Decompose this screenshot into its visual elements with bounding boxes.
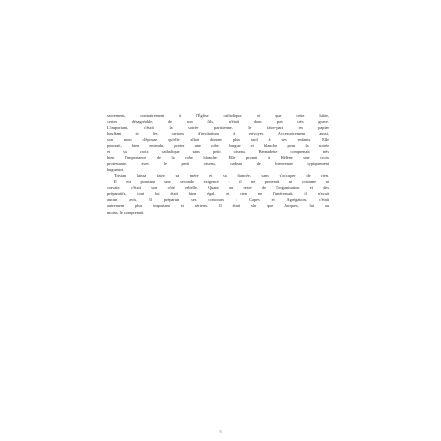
paragraph-1 — [107, 113, 329, 173]
text-line: protestante, avec le petit oiseau, cadeau de bienvenue typiquement — [107, 161, 329, 167]
text-line: autrement plus important et sérieux. Il était sûr que Jacques, lui au — [107, 203, 329, 209]
body-text — [107, 113, 329, 216]
text-line: L'important, c'était la soirée parisienne, le faire-part en papier — [107, 125, 329, 131]
text-line: sacrement, contrairement à l'Église catholique, et que cette lubie, — [107, 113, 329, 118]
text-line: son nom d'épouse qu'elle allait donner plus tard à ses enfants. Elle — [107, 137, 329, 143]
text-line: bien l'importance de la robe blanche. Elle promit à Hélène une croix — [107, 155, 329, 161]
text-line: certes désagréable, de son fils, n'était donc pas très grave. — [107, 119, 329, 125]
text-line: cravate, c'était son côté rebelle. Quant au reste de l'organisation et des — [107, 185, 329, 191]
text-line: Tristan laissa faire sa mère et sa fiancée, sans s'occuper de rien. — [114, 173, 329, 179]
text-line: Il est pourtant une seconde exigence : il ne porterait ni costume ni — [114, 179, 329, 185]
text-line: huguenot. — [107, 167, 125, 173]
paragraph-2 — [107, 173, 329, 215]
text-line: et sa croix catholique sans petit oiseau. Bernadette comprenait très — [107, 149, 329, 155]
text-line: moins, le comprenait. — [107, 209, 145, 215]
text-line: préparatifs, tout lui était bien égal, et rien ne l'intéressait, il n'avait — [107, 191, 329, 197]
text-line: aucun avis. Il préparait ses concours : Capes et Agrégation, c'était — [107, 197, 329, 203]
page-number: 8 — [219, 429, 222, 434]
text-line: bouffant et les cartons d'invitations à envoyer. Accessoirement aussi, — [107, 131, 329, 137]
text-line: pourrait, bien entendu, porter une robe longue et blanche pour la soirée — [107, 143, 329, 149]
